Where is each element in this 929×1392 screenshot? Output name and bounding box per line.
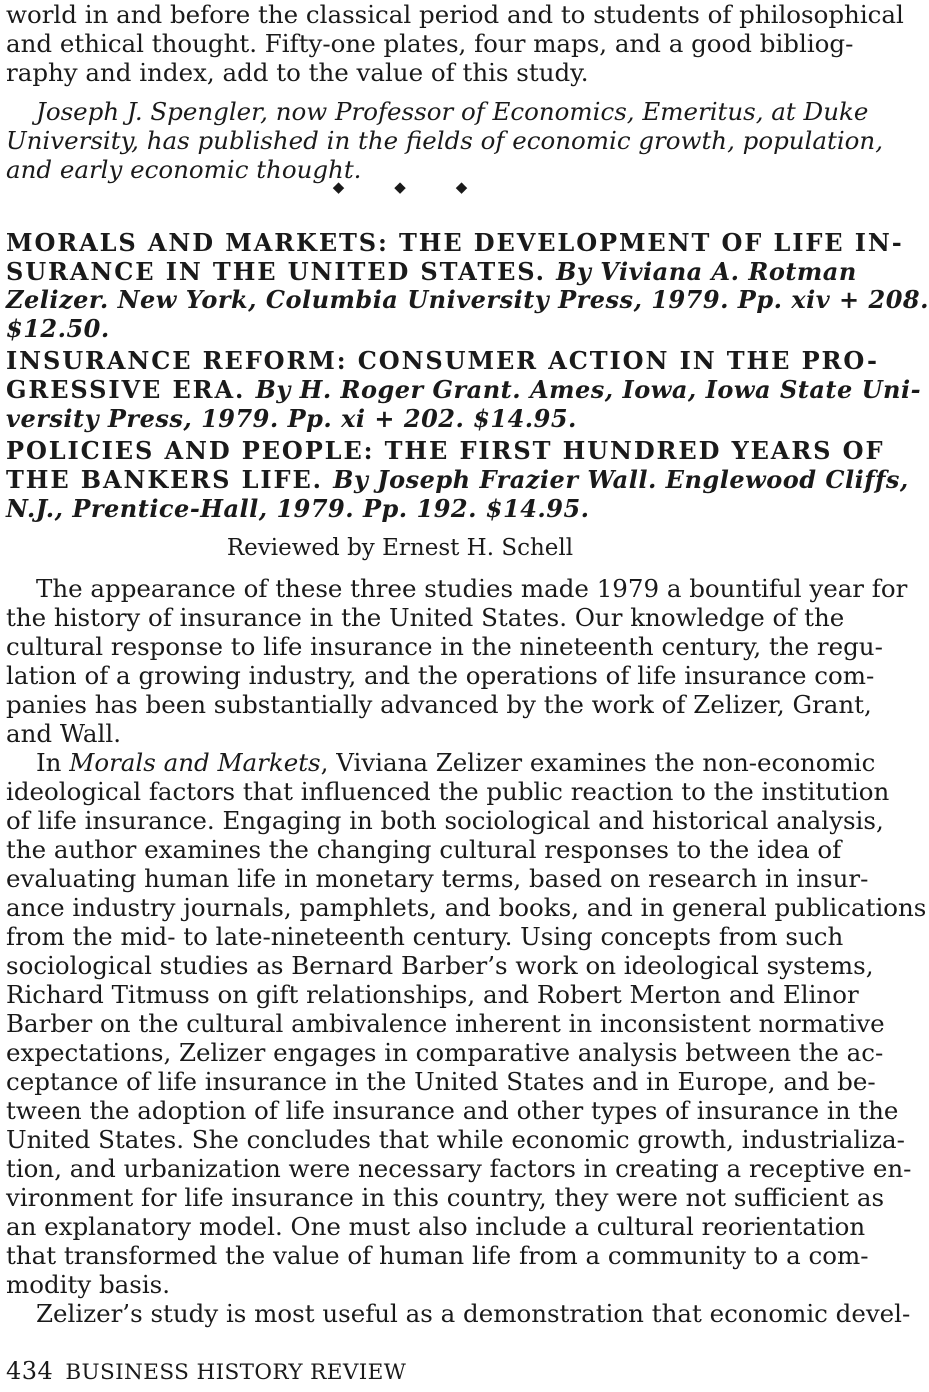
body-line: of life insurance. Engaging in both sociological and historical analysis, bbox=[6, 806, 884, 835]
book-title-line: GRESSIVE ERA. By H. Roger Grant. Ames, Iowa, Iowa State Uni- bbox=[6, 375, 922, 404]
section-separator: ◆◆◆ bbox=[332, 178, 518, 196]
body-line: ance industry journals, pamphlets, and books, and in general publications bbox=[6, 893, 927, 922]
book-title-line: SURANCE IN THE UNITED STATES. By Viviana A. Rotman bbox=[6, 257, 857, 286]
book-title-line: POLICIES AND PEOPLE: THE FIRST HUNDRED YEARS OF bbox=[6, 436, 885, 465]
body-line: and Wall. bbox=[6, 719, 121, 748]
body-line: from the mid- to late-nineteenth century. Using concepts from such bbox=[6, 922, 844, 951]
page-footer bbox=[6, 1357, 406, 1385]
body-line: that transformed the value of human life from a community to a com- bbox=[6, 1241, 869, 1270]
reviewer-credit: Reviewed by Ernest H. Schell bbox=[226, 535, 574, 561]
page-number: 434 bbox=[6, 1357, 54, 1385]
body-line: In Morals and Markets, Viviana Zelizer examines the non-economic bbox=[36, 748, 876, 777]
author-bio-line: Joseph J. Spengler, now Professor of Economics, Emeritus, at Duke bbox=[36, 97, 869, 126]
book-citation-line: versity Press, 1979. Pp. xi + 202. $14.95. bbox=[6, 404, 577, 433]
text-line: and ethical thought. Fifty-one plates, four maps, and a good bibliog- bbox=[6, 29, 854, 58]
body-line: Zelizer’s study is most useful as a demonstration that economic devel- bbox=[36, 1299, 911, 1328]
book-title-italic: Morals and Markets bbox=[69, 748, 321, 777]
book-citation-line: N.J., Prentice-Hall, 1979. Pp. 192. $14.95. bbox=[6, 494, 590, 523]
body-line: sociological studies as Bernard Barber’s work on ideological systems, bbox=[6, 951, 874, 980]
text-line: raphy and index, add to the value of this study. bbox=[6, 58, 589, 87]
body-line: tion, and urbanization were necessary factors in creating a receptive en- bbox=[6, 1154, 912, 1183]
book-title-line: THE BANKERS LIFE. By Joseph Frazier Wall. Englewood Cliffs, bbox=[6, 465, 909, 494]
body-line: the history of insurance in the United States. Our knowledge of the bbox=[6, 603, 845, 632]
book-citation-line: $12.50. bbox=[6, 314, 110, 343]
body-line: Barber on the cultural ambivalence inherent in inconsistent normative bbox=[6, 1009, 885, 1038]
body-line: modity basis. bbox=[6, 1270, 171, 1299]
author-bio-line: University, has published in the fields of economic growth, population, bbox=[6, 126, 883, 155]
text-line: world in and before the classical period and to students of philosophical bbox=[6, 0, 904, 29]
body-line: cultural response to life insurance in the nineteenth century, the regu- bbox=[6, 632, 883, 661]
body-line: The appearance of these three studies made 1979 a bountiful year for bbox=[36, 574, 908, 603]
book-title-line: INSURANCE REFORM: CONSUMER ACTION IN THE PRO- bbox=[6, 346, 879, 375]
body-line: vironment for life insurance in this country, they were not sufficient as bbox=[6, 1183, 885, 1212]
book-title-line: MORALS AND MARKETS: THE DEVELOPMENT OF LIFE IN- bbox=[6, 228, 904, 257]
body-line: tween the adoption of life insurance and other types of insurance in the bbox=[6, 1096, 899, 1125]
body-line: ceptance of life insurance in the United States and in Europe, and be- bbox=[6, 1067, 876, 1096]
author-bio-line: and early economic thought. bbox=[6, 155, 362, 184]
journal-name: BUSINESS HISTORY REVIEW bbox=[65, 1360, 407, 1385]
body-line: lation of a growing industry, and the operations of life insurance com- bbox=[6, 661, 875, 690]
body-line: an explanatory model. One must also include a cultural reorientation bbox=[6, 1212, 866, 1241]
body-line: Richard Titmuss on gift relationships, and Robert Merton and Elinor bbox=[6, 980, 859, 1009]
body-line: expectations, Zelizer engages in comparative analysis between the ac- bbox=[6, 1038, 884, 1067]
body-line: evaluating human life in monetary terms, based on research in insur- bbox=[6, 864, 869, 893]
book-citation-line: Zelizer. New York, Columbia University Press, 1979. Pp. xiv + 208. bbox=[6, 285, 929, 314]
body-line: United States. She concludes that while economic growth, industrializa- bbox=[6, 1125, 905, 1154]
body-line: panies has been substantially advanced by the work of Zelizer, Grant, bbox=[6, 690, 872, 719]
body-line: the author examines the changing cultural responses to the idea of bbox=[6, 835, 842, 864]
body-line: ideological factors that influenced the public reaction to the institution bbox=[6, 777, 890, 806]
